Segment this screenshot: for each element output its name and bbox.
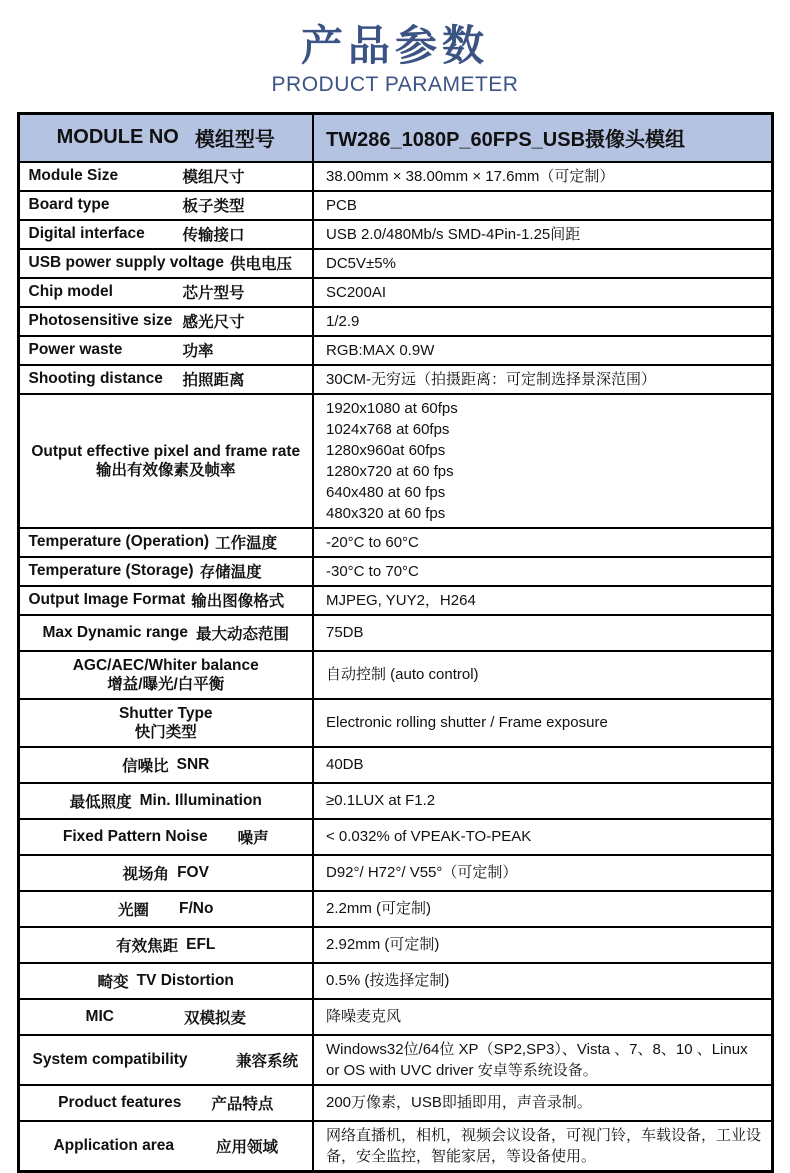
spec-label-part: 增益/曝光/白平衡 bbox=[107, 675, 225, 693]
spec-label-inner bbox=[26, 1049, 307, 1071]
spec-value bbox=[313, 557, 772, 586]
spec-value bbox=[313, 855, 772, 891]
spec-label bbox=[18, 278, 313, 307]
page-title: 产品参数 bbox=[300, 22, 489, 69]
spec-value-line: 480x320 at 60 fps bbox=[326, 504, 446, 522]
table-row bbox=[18, 336, 772, 365]
page-subtitle: PRODUCT PARAMETER bbox=[271, 73, 519, 96]
table-row bbox=[18, 855, 772, 891]
spec-value bbox=[313, 891, 772, 927]
spec-label-part: 模组尺寸 bbox=[182, 169, 245, 186]
spec-label-part: FOV bbox=[177, 863, 209, 881]
spec-value bbox=[313, 819, 772, 855]
spec-label-inner bbox=[26, 622, 307, 644]
spec-label-inner bbox=[26, 442, 307, 480]
spec-label-inner bbox=[26, 1092, 307, 1114]
spec-value-line: MJPEG, YUY2，H264 bbox=[326, 591, 476, 609]
spec-label-part: Product features bbox=[58, 1093, 182, 1111]
spec-label-part: Output effective pixel and frame rate bbox=[31, 442, 301, 460]
spec-label bbox=[18, 747, 313, 783]
table-row bbox=[18, 307, 772, 336]
spec-value-line: 1280x960at 60fps bbox=[326, 441, 446, 459]
header-module-no-en: MODULE NO bbox=[56, 126, 179, 149]
spec-value bbox=[313, 963, 772, 999]
spec-value-line: 0.5% (按选择定制) bbox=[326, 972, 450, 989]
table-row bbox=[18, 927, 772, 963]
spec-label-inner bbox=[26, 589, 307, 611]
table-row bbox=[18, 891, 772, 927]
spec-label bbox=[18, 191, 313, 220]
spec-label-part: 信噪比 bbox=[122, 757, 169, 775]
spec-label-part: 存储温度 bbox=[199, 564, 262, 581]
spec-label-inner bbox=[26, 560, 307, 582]
spec-label-part: System compatibility bbox=[32, 1050, 188, 1068]
spec-value bbox=[313, 999, 772, 1035]
spec-value-line: 75DB bbox=[326, 624, 364, 641]
spec-label-part: TV Distortion bbox=[136, 971, 234, 989]
spec-label-part: 畸变 bbox=[97, 973, 129, 991]
spec-label bbox=[18, 783, 313, 819]
table-row bbox=[18, 586, 772, 615]
spec-value-line: D92°/ H72°/ V55°（可定制） bbox=[326, 864, 518, 881]
spec-label bbox=[18, 855, 313, 891]
spec-label-part: 工作温度 bbox=[215, 535, 278, 552]
spec-value bbox=[313, 336, 772, 365]
spec-label-part: Application area bbox=[53, 1136, 175, 1154]
table-row bbox=[18, 699, 772, 747]
spec-label-part: 最大动态范围 bbox=[196, 625, 290, 643]
spec-value bbox=[313, 278, 772, 307]
spec-label bbox=[18, 963, 313, 999]
table-row bbox=[18, 528, 772, 557]
table-row bbox=[18, 557, 772, 586]
spec-label-part: Fixed Pattern Noise bbox=[62, 827, 208, 845]
header-module-no-label bbox=[21, 123, 312, 152]
spec-label bbox=[18, 336, 313, 365]
spec-label-inner bbox=[26, 194, 307, 216]
spec-label-part: 兼容系统 bbox=[235, 1052, 298, 1070]
spec-value-line: Electronic rolling shutter / Frame exposure bbox=[326, 714, 608, 731]
spec-label-inner bbox=[26, 252, 307, 274]
spec-label-inner bbox=[26, 704, 307, 742]
spec-value bbox=[313, 586, 772, 615]
spec-label-inner bbox=[26, 826, 307, 848]
spec-label-inner bbox=[26, 223, 307, 245]
spec-label-part: 板子类型 bbox=[182, 198, 245, 215]
table-row bbox=[18, 651, 772, 699]
spec-label bbox=[18, 528, 313, 557]
spec-label-inner bbox=[26, 970, 307, 992]
spec-value bbox=[313, 162, 772, 191]
spec-value bbox=[313, 1035, 772, 1085]
spec-label-part: Power waste bbox=[28, 341, 123, 358]
spec-value bbox=[313, 651, 772, 699]
spec-label-part: 双模拟麦 bbox=[183, 1009, 246, 1027]
spec-value bbox=[313, 927, 772, 963]
spec-label-part: 拍照距离 bbox=[182, 372, 245, 389]
spec-value-line: DC5V±5% bbox=[326, 254, 396, 272]
product-parameter-table bbox=[17, 112, 774, 1173]
table-row bbox=[18, 162, 772, 191]
spec-label-part: SNR bbox=[176, 755, 210, 773]
spec-label-part: Shutter Type bbox=[118, 704, 213, 722]
spec-label bbox=[18, 1035, 313, 1085]
spec-label-part: Chip model bbox=[28, 283, 113, 300]
spec-label-inner bbox=[26, 310, 307, 332]
spec-label-inner bbox=[26, 339, 307, 361]
spec-label bbox=[18, 999, 313, 1035]
spec-value-line: -30°C to 70°C bbox=[326, 562, 419, 580]
spec-label-part: Photosensitive size bbox=[28, 312, 173, 329]
header-module-no-zh: 模组型号 bbox=[194, 129, 275, 152]
spec-label-part: F/No bbox=[179, 899, 214, 917]
spec-label bbox=[18, 307, 313, 336]
spec-label bbox=[18, 162, 313, 191]
spec-label-inner bbox=[26, 281, 307, 303]
spec-value-line: 2.2mm (可定制) bbox=[326, 900, 432, 917]
spec-label-part: MIC bbox=[85, 1007, 114, 1025]
spec-value bbox=[313, 528, 772, 557]
spec-label-part: 芯片型号 bbox=[182, 285, 245, 302]
spec-value-line: 40DB bbox=[326, 756, 364, 773]
spec-label-inner bbox=[26, 531, 307, 553]
spec-label bbox=[18, 891, 313, 927]
spec-label bbox=[18, 586, 313, 615]
spec-label-part: Board type bbox=[28, 196, 110, 213]
spec-label bbox=[18, 699, 313, 747]
spec-label bbox=[18, 651, 313, 699]
table-row bbox=[18, 394, 772, 528]
spec-value-line: 38.00mm × 38.00mm × 17.6mm（可定制） bbox=[326, 167, 615, 185]
spec-value-line: 1920x1080 at 60fps bbox=[326, 399, 458, 417]
spec-label-part: 光圈 bbox=[118, 901, 150, 919]
spec-label-inner bbox=[26, 1006, 307, 1028]
spec-label-part: Digital interface bbox=[28, 225, 145, 242]
spec-label-part: 噪声 bbox=[237, 829, 269, 847]
spec-label-part: 传输接口 bbox=[182, 227, 245, 244]
header-module-no-cell bbox=[18, 114, 313, 162]
spec-value-line: -20°C to 60°C bbox=[326, 533, 419, 551]
spec-label-inner bbox=[26, 656, 307, 694]
table-row bbox=[18, 615, 772, 651]
spec-value-line: Windows32位/64位 XP（SP2,SP3）、Vista 、7、8、10 、Linux or OS with UVC driver 安卓等系统设备。 bbox=[326, 1040, 748, 1079]
spec-label-part: Module Size bbox=[28, 167, 119, 184]
spec-value bbox=[313, 615, 772, 651]
table-row bbox=[18, 365, 772, 394]
spec-value bbox=[313, 783, 772, 819]
spec-value-line: 自动控制 (auto control) bbox=[326, 666, 479, 683]
spec-value bbox=[313, 699, 772, 747]
table-row bbox=[18, 999, 772, 1035]
spec-label-part: 供电电压 bbox=[230, 256, 293, 273]
table-row bbox=[18, 819, 772, 855]
spec-label bbox=[18, 365, 313, 394]
table-row bbox=[18, 1085, 772, 1121]
spec-label-part: Shooting distance bbox=[28, 370, 163, 387]
spec-label bbox=[18, 819, 313, 855]
spec-label-inner bbox=[26, 754, 307, 776]
spec-label-part: 应用领域 bbox=[216, 1138, 279, 1156]
spec-value bbox=[313, 307, 772, 336]
spec-label-part: AGC/AEC/Whiter balance bbox=[72, 656, 259, 674]
spec-label-part: 功率 bbox=[182, 343, 214, 360]
spec-value-line: 1024x768 at 60fps bbox=[326, 420, 450, 438]
spec-label-inner bbox=[26, 165, 307, 187]
spec-label-part: Temperature (Operation) bbox=[28, 533, 210, 550]
spec-value bbox=[313, 365, 772, 394]
table-row bbox=[18, 963, 772, 999]
spec-label-part: 感光尺寸 bbox=[182, 314, 245, 331]
spec-value bbox=[313, 220, 772, 249]
spec-label bbox=[18, 1085, 313, 1121]
spec-value-line: 1/2.9 bbox=[326, 312, 360, 330]
spec-label-inner bbox=[26, 934, 307, 956]
spec-label-part: Temperature (Storage) bbox=[28, 562, 194, 579]
table-row bbox=[18, 1035, 772, 1085]
table-row bbox=[18, 783, 772, 819]
spec-value-line: USB 2.0/480Mb/s SMD-4Pin-1.25间距 bbox=[326, 225, 581, 243]
spec-label bbox=[18, 220, 313, 249]
header-module-value: TW286_1080P_60FPS_USB摄像头模组 bbox=[313, 114, 772, 162]
spec-label bbox=[18, 394, 313, 528]
table-row bbox=[18, 278, 772, 307]
spec-label-part: Min. Illumination bbox=[139, 791, 262, 809]
spec-value bbox=[313, 747, 772, 783]
spec-value-line: 降噪麦克风 bbox=[326, 1008, 402, 1025]
spec-value bbox=[313, 249, 772, 278]
spec-label-part: 产品特点 bbox=[211, 1095, 274, 1113]
spec-value-line: 640x480 at 60 fps bbox=[326, 483, 446, 501]
spec-label bbox=[18, 557, 313, 586]
table-header-row bbox=[18, 114, 772, 162]
spec-value-line: 网络直播机，相机，视频会议设备，可视门铃，车载设备，工业设备，安全监控，智能家居，等设备使用。 bbox=[326, 1126, 762, 1165]
spec-value-line: 1280x720 at 60 fps bbox=[326, 462, 454, 480]
spec-label-inner bbox=[26, 790, 307, 812]
spec-label-part: 视场角 bbox=[122, 865, 170, 883]
spec-label-inner bbox=[26, 368, 307, 390]
spec-value-line: 200万像素，USB即插即用，声音录制。 bbox=[326, 1094, 592, 1111]
table-row bbox=[18, 191, 772, 220]
spec-label-inner bbox=[26, 862, 307, 884]
spec-label-part: 快门类型 bbox=[134, 723, 197, 741]
spec-label-part: 有效焦距 bbox=[116, 937, 179, 955]
spec-label-part: 输出有效像素及帧率 bbox=[95, 461, 236, 479]
spec-value-line: 30CM-无穷远（拍摄距离：可定制选择景深范围） bbox=[326, 370, 657, 388]
spec-value-line: RGB:MAX 0.9W bbox=[326, 341, 435, 359]
spec-label-part: 输出图像格式 bbox=[191, 593, 285, 610]
spec-label-part: USB power supply voltage bbox=[28, 254, 225, 271]
spec-value-line: PCB bbox=[326, 196, 357, 214]
spec-label-part: 最低照度 bbox=[69, 793, 132, 811]
spec-value-line: ≥0.1LUX at F1.2 bbox=[326, 792, 436, 809]
table-row bbox=[18, 249, 772, 278]
spec-label-part: Output Image Format bbox=[28, 591, 186, 608]
page-header bbox=[0, 0, 790, 97]
spec-value-line: 2.92mm (可定制) bbox=[326, 936, 440, 953]
spec-label-inner bbox=[26, 898, 307, 920]
spec-label-part: Max Dynamic range bbox=[42, 623, 189, 641]
table-row bbox=[18, 747, 772, 783]
spec-value bbox=[313, 191, 772, 220]
spec-label-part: EFL bbox=[186, 935, 216, 953]
spec-label bbox=[18, 249, 313, 278]
table-row bbox=[18, 220, 772, 249]
spec-value bbox=[313, 394, 772, 528]
spec-value bbox=[313, 1085, 772, 1121]
spec-label bbox=[18, 615, 313, 651]
spec-value-line: SC200AI bbox=[326, 283, 387, 301]
spec-value-line: < 0.032% of VPEAK-TO-PEAK bbox=[326, 828, 532, 845]
spec-label bbox=[18, 927, 313, 963]
